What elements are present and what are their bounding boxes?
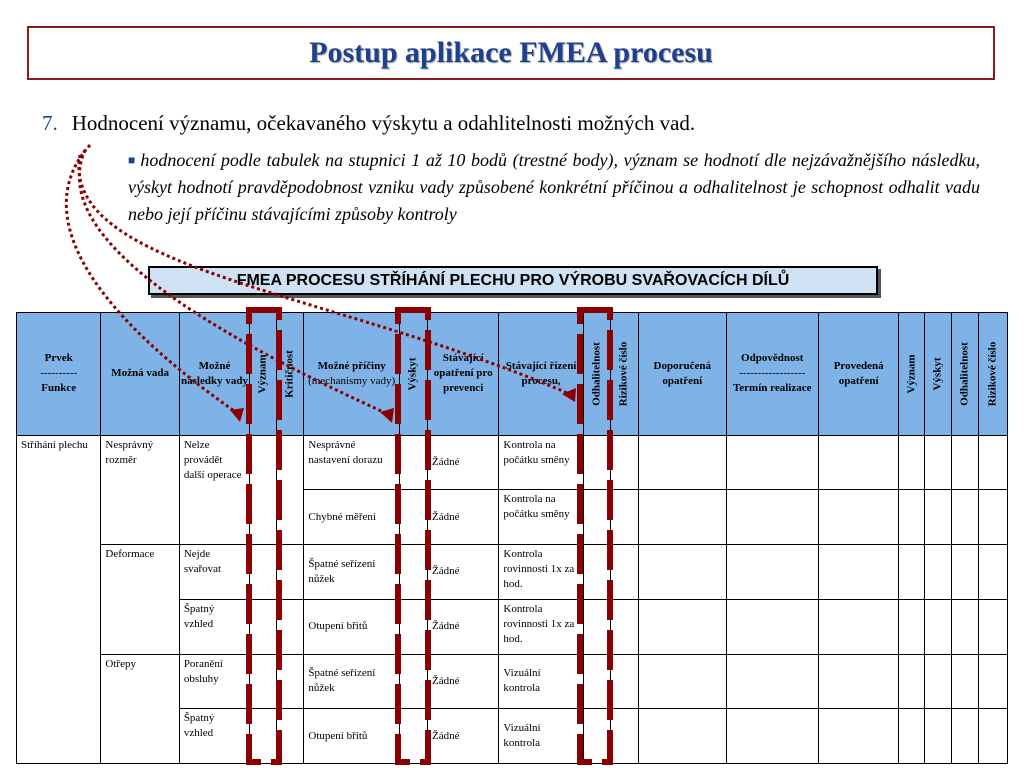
cell-kriticnost <box>277 709 304 764</box>
sheet-title: FMEA PROCESU STŘÍHÁNÍ PLECHU PRO VÝROBU SVAŘOVACÍCH DÍLŮ <box>148 266 878 295</box>
cell-kriticnost <box>277 599 304 654</box>
header-mozne-nasledky: Možné následky vady <box>179 313 249 436</box>
header-provedena-opatreni: Provedená opatření <box>818 313 898 436</box>
point-number: 7. <box>42 111 58 135</box>
cell-pricina: Chybné měření <box>304 490 399 545</box>
page-title: Postup aplikace FMEA procesu <box>309 36 713 69</box>
cell-prevence: Žádné <box>428 599 499 654</box>
point-text: Hodnocení významu, očekavaného výskytu a odahlitelnosti možných vad. <box>71 111 696 135</box>
header-stavajici-rizeni: Stávající řízení procesu, <box>499 313 583 436</box>
cell-vada: Nesprávný rozměr <box>101 435 179 544</box>
header-stavajici-prevence: Stávající opatření pro prevenci <box>428 313 499 436</box>
table-row <box>17 545 1008 600</box>
cell-kriticnost <box>277 435 304 544</box>
cell-prevence: Žádné <box>428 709 499 764</box>
cell-vyskyt <box>399 545 427 600</box>
header-mozne-priciny: Možné příčiny (mechanismy vady) <box>304 313 399 436</box>
header-odpovednost: Odpovědnost ------------------ Termín realizace <box>726 313 818 436</box>
cell-rizeni: Vizuální kontrola <box>499 654 583 709</box>
header-odhalitelnost-2: Odhalitelnost <box>951 313 978 436</box>
cell-vyskyt <box>399 599 427 654</box>
cell-prevence: Žádné <box>428 490 499 545</box>
cell-vyznam <box>250 435 277 544</box>
cell-pricina: Špatné seřízení nůžek <box>304 654 399 709</box>
cell-nasledek: Nejde svařovat <box>179 545 249 600</box>
cell-vyznam <box>250 709 277 764</box>
cell-rizeni: Kontrola na počátku směny <box>499 490 583 545</box>
header-kriticnost: Kritičnost <box>277 313 304 436</box>
header-vyskyt: Výskyt <box>399 313 427 436</box>
header-vyznam-2: Význam <box>899 313 925 436</box>
cell-kriticnost <box>277 545 304 600</box>
cell-nasledek: Poranění obsluhy <box>179 654 249 709</box>
cell-nasledek: Nelze provádět další operace <box>179 435 249 544</box>
title-box <box>27 26 995 80</box>
cell-vyznam <box>250 599 277 654</box>
cell-vyskyt <box>399 490 427 545</box>
cell-prevence: Žádné <box>428 654 499 709</box>
square-bullet-icon: ■ <box>128 153 137 167</box>
cell-pricina: Nesprávné nastavení dorazu <box>304 435 399 490</box>
cell-pricina: Otupení břitů <box>304 709 399 764</box>
cell-prevence: Žádné <box>428 435 499 490</box>
header-mozna-vada: Možná vada <box>101 313 179 436</box>
bullet-point <box>128 147 980 228</box>
cell-pricina: Otupení břitů <box>304 599 399 654</box>
header-prvek: Prvek ---------- Funkce <box>17 313 101 436</box>
cell-vada: Otřepy <box>101 654 179 764</box>
cell-prvek: Stříhání plechu <box>17 435 101 763</box>
header-row <box>17 313 1008 436</box>
table-row <box>17 435 1008 490</box>
cell-vyskyt <box>399 709 427 764</box>
cell-vyznam <box>250 545 277 600</box>
cell-rizeni: Kontrola rovinnosti 1x za hod. <box>499 599 583 654</box>
header-vyskyt-2: Výskyt <box>925 313 951 436</box>
header-rizikove-cislo-2: Rizikové číslo <box>978 313 1007 436</box>
header-odhalitelnost: Odhalitelnost <box>583 313 610 436</box>
header-rizikove-cislo: Rizikové číslo <box>610 313 638 436</box>
cell-rizeni: Vizuální kontrola <box>499 709 583 764</box>
cell-vyznam <box>250 654 277 709</box>
numbered-point <box>42 111 695 136</box>
cell-kriticnost <box>277 654 304 709</box>
header-doporucena-opatreni: Doporučená opatření <box>639 313 726 436</box>
fmea-table <box>16 312 1008 764</box>
cell-vyskyt <box>399 435 427 490</box>
table-row <box>17 654 1008 709</box>
cell-prevence: Žádné <box>428 545 499 600</box>
bullet-text: hodnocení podle tabulek na stupnici 1 až 10 bodů (trestné body), význam se hodnotí dle nejzávažnějšího následku, výskyt hodnotí pravděpodobnost vzniku vady způsobené konkrétní příčinou a odhalitelnost je schopnost odhalit vadu nebo její příčinu stávajícími způsoby kontroly <box>128 150 980 224</box>
cell-vada: Deformace <box>101 545 179 654</box>
header-vyznam: Význam <box>250 313 277 436</box>
cell-nasledek: Špatný vzhled <box>179 709 249 764</box>
cell-rizeni: Kontrola rovinnosti 1x za hod. <box>499 545 583 600</box>
cell-rizeni: Kontrola na počátku směny <box>499 435 583 490</box>
cell-vyskyt <box>399 654 427 709</box>
cell-nasledek: Špatný vzhled <box>179 599 249 654</box>
cell-pricina: Špatné seřízení nůžek <box>304 545 399 600</box>
